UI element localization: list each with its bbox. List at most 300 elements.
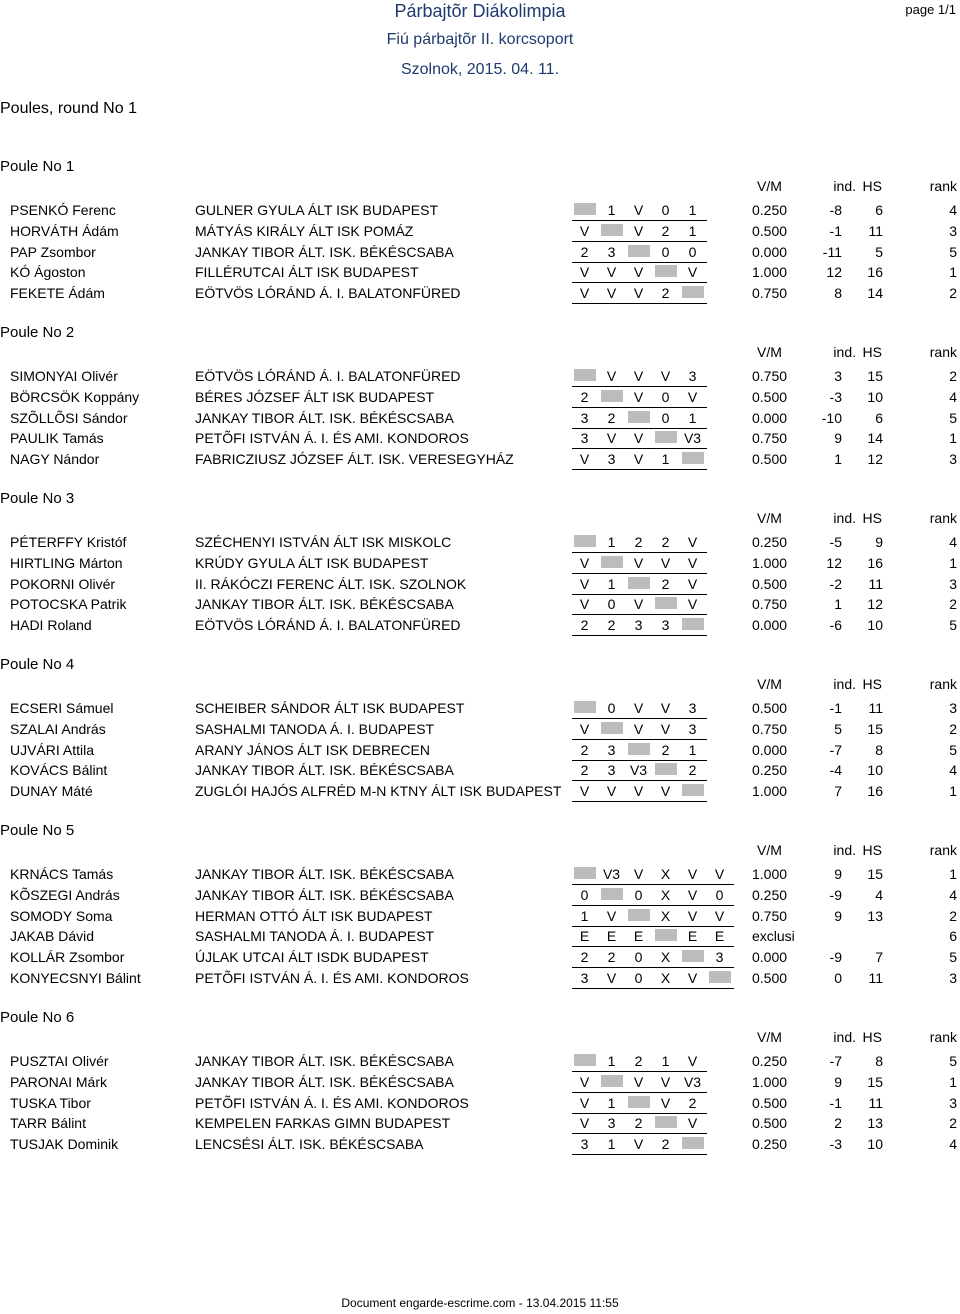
score-cell: 0 bbox=[607, 700, 616, 716]
rank: 2 bbox=[949, 1115, 957, 1132]
score-cell: V bbox=[633, 222, 644, 239]
competition-title: Párbajtõr Diákolimpia bbox=[394, 1, 566, 21]
score-cell: V bbox=[687, 866, 698, 882]
rank: 5 bbox=[949, 617, 957, 634]
self-bout-cell bbox=[572, 200, 597, 221]
hits-scored: 15 bbox=[867, 368, 883, 384]
score-cell: 2 bbox=[688, 762, 697, 779]
header-ind: ind. bbox=[833, 1029, 856, 1045]
indicator: -7 bbox=[829, 1053, 842, 1069]
indicator: -5 bbox=[829, 534, 842, 550]
hits-scored: 10 bbox=[867, 1136, 883, 1153]
table-row bbox=[0, 1072, 960, 1093]
score-cell: V bbox=[579, 720, 590, 737]
rank: 6 bbox=[949, 928, 957, 945]
header-rank: rank bbox=[929, 510, 957, 526]
fencer-club: ARANY JÁNOS ÁLT ISK DEBRECEN bbox=[195, 741, 430, 758]
score-cell: V bbox=[579, 783, 590, 800]
self-bout-cell bbox=[626, 906, 651, 927]
fencer-club: JANKAY TIBOR ÁLT. ISK. BÉKÉSCSABA bbox=[195, 866, 454, 882]
score-cell: 0 bbox=[688, 243, 697, 260]
score-cell: V bbox=[660, 783, 671, 800]
score-cell: V bbox=[633, 368, 644, 384]
rank: 1 bbox=[949, 783, 957, 800]
fencer-club: BÉRES JÓZSEF ÁLT ISK BUDAPEST bbox=[195, 388, 435, 405]
rank: 2 bbox=[949, 720, 957, 737]
score-cell: 0 bbox=[661, 388, 670, 405]
poule-2 bbox=[0, 324, 960, 470]
hits-scored: 11 bbox=[868, 575, 883, 592]
fencer-name: PAP Zsombor bbox=[10, 243, 96, 260]
score-grid bbox=[572, 1072, 707, 1093]
rank: 3 bbox=[949, 451, 957, 468]
poule-title: Poule No 3 bbox=[0, 490, 75, 507]
score-cell: 1 bbox=[607, 1094, 616, 1111]
score-grid bbox=[572, 574, 707, 595]
hits-scored: 14 bbox=[867, 430, 883, 447]
score-cell: 0 bbox=[661, 202, 670, 218]
fencer-name: HADI Roland bbox=[10, 617, 92, 634]
indicator: -2 bbox=[829, 575, 842, 592]
indicator: 9 bbox=[834, 430, 842, 447]
poule-column-header bbox=[0, 676, 960, 696]
indicator: -1 bbox=[829, 700, 842, 716]
score-cell: V bbox=[579, 575, 590, 592]
table-row bbox=[0, 428, 960, 449]
table-row bbox=[0, 553, 960, 574]
score-grid bbox=[572, 449, 707, 470]
header-rank: rank bbox=[929, 178, 957, 194]
header-ind: ind. bbox=[833, 178, 856, 194]
self-bout-cell bbox=[626, 1093, 651, 1114]
hits-scored: 11 bbox=[868, 1094, 883, 1111]
score-cell: X bbox=[660, 866, 671, 882]
score-cell: 2 bbox=[634, 1115, 643, 1132]
victory-ratio: 0.000 bbox=[752, 409, 788, 426]
victory-ratio: 0.750 bbox=[752, 907, 788, 924]
rank: 4 bbox=[949, 388, 957, 405]
self-bout-cell bbox=[680, 615, 705, 636]
score-grid bbox=[572, 926, 734, 947]
rank: 5 bbox=[949, 741, 957, 758]
score-cell: V bbox=[606, 783, 617, 800]
score-cell: V bbox=[660, 720, 671, 737]
indicator: 1 bbox=[834, 596, 842, 613]
hits-scored: 15 bbox=[867, 720, 883, 737]
rank: 1 bbox=[949, 554, 957, 571]
self-bout-cell bbox=[599, 387, 624, 408]
self-bout-cell bbox=[572, 698, 597, 719]
header-ind: ind. bbox=[833, 510, 856, 526]
rank: 1 bbox=[949, 264, 957, 281]
hits-scored: 6 bbox=[875, 409, 883, 426]
score-cell: 1 bbox=[688, 741, 697, 758]
round-title: Poules, round No 1 bbox=[0, 100, 137, 117]
score-cell: V bbox=[687, 575, 698, 592]
table-row bbox=[0, 408, 960, 429]
score-cell: V3 bbox=[683, 430, 702, 447]
indicator: 12 bbox=[826, 264, 842, 281]
rank: 1 bbox=[949, 430, 957, 447]
rank: 4 bbox=[949, 202, 957, 218]
hits-scored: 11 bbox=[868, 222, 883, 239]
fencer-club: JANKAY TIBOR ÁLT. ISK. BÉKÉSCSABA bbox=[195, 243, 454, 260]
self-bout-cell bbox=[680, 1134, 705, 1155]
table-row bbox=[0, 200, 960, 221]
fencer-name: ECSERI Sámuel bbox=[10, 700, 114, 716]
header-hs: HS bbox=[862, 842, 882, 858]
victory-ratio: 0.250 bbox=[752, 534, 788, 550]
score-cell: V bbox=[579, 1073, 590, 1090]
hits-scored: 8 bbox=[875, 1053, 883, 1069]
self-bout-cell bbox=[572, 532, 597, 553]
victory-ratio: 0.500 bbox=[752, 700, 788, 716]
rank: 5 bbox=[949, 243, 957, 260]
rank: 2 bbox=[949, 285, 957, 302]
score-cell: V bbox=[579, 596, 590, 613]
indicator: -11 bbox=[822, 243, 842, 260]
score-cell: 2 bbox=[607, 409, 616, 426]
fencer-club: JANKAY TIBOR ÁLT. ISK. BÉKÉSCSABA bbox=[195, 762, 454, 779]
score-cell: V bbox=[660, 700, 671, 716]
score-cell: V bbox=[579, 1094, 590, 1111]
header-hs: HS bbox=[862, 676, 882, 692]
table-row bbox=[0, 781, 960, 802]
indicator: 8 bbox=[834, 285, 842, 302]
page-number: page 1/1 bbox=[905, 2, 956, 17]
self-bout-cell bbox=[653, 594, 678, 615]
score-cell: V3 bbox=[602, 866, 621, 882]
score-grid bbox=[572, 594, 707, 615]
score-grid bbox=[572, 885, 734, 906]
poule-column-header bbox=[0, 510, 960, 530]
fencer-name: SIMONYAI Olivér bbox=[10, 368, 118, 384]
table-row bbox=[0, 1134, 960, 1155]
victory-ratio: 0.500 bbox=[752, 222, 788, 239]
table-row bbox=[0, 926, 960, 947]
score-cell: 0 bbox=[715, 886, 724, 903]
score-cell: 2 bbox=[580, 243, 589, 260]
hits-scored: 10 bbox=[867, 762, 883, 779]
victory-ratio: 0.250 bbox=[752, 1136, 788, 1153]
score-cell: 3 bbox=[580, 1136, 589, 1153]
fencer-name: KÕSZEGI András bbox=[10, 886, 120, 903]
hits-scored: 12 bbox=[867, 451, 883, 468]
table-row bbox=[0, 283, 960, 304]
indicator: -1 bbox=[829, 1094, 842, 1111]
indicator: 5 bbox=[834, 720, 842, 737]
indicator: 7 bbox=[834, 783, 842, 800]
score-cell: V bbox=[579, 554, 590, 571]
fencer-name: BÖRCSÖK Koppány bbox=[10, 388, 140, 405]
score-cell: V bbox=[606, 368, 617, 384]
score-cell: V bbox=[687, 970, 698, 986]
fencer-name: PARONAI Márk bbox=[10, 1073, 107, 1090]
fencer-name: SOMODY Soma bbox=[10, 907, 113, 924]
score-cell: 2 bbox=[661, 575, 670, 592]
score-cell: V3 bbox=[683, 1073, 702, 1090]
score-grid bbox=[572, 408, 707, 429]
hits-scored: 4 bbox=[875, 886, 883, 903]
score-cell: V bbox=[633, 596, 644, 613]
victory-ratio: 1.000 bbox=[752, 866, 788, 882]
score-cell: 3 bbox=[607, 1115, 616, 1132]
hits-scored: 16 bbox=[867, 264, 883, 281]
poule-column-header bbox=[0, 842, 960, 862]
fencer-club: FABRICZIUSZ JÓZSEF ÁLT. ISK. VERESEGYHÁZ bbox=[195, 451, 514, 468]
score-cell: 0 bbox=[607, 596, 616, 613]
table-row bbox=[0, 594, 960, 615]
score-cell: 3 bbox=[607, 741, 616, 758]
score-grid bbox=[572, 864, 734, 885]
fencer-club: LENCSÉSI ÁLT. ISK. BÉKÉSCSABA bbox=[195, 1136, 424, 1153]
score-grid bbox=[572, 262, 707, 283]
self-bout-cell bbox=[680, 781, 705, 802]
table-row bbox=[0, 532, 960, 553]
score-cell: V bbox=[687, 1053, 698, 1069]
fencer-club: SASHALMI TANODA Á. I. BUDAPEST bbox=[195, 720, 435, 737]
hits-scored: 6 bbox=[875, 202, 883, 218]
hits-scored: 13 bbox=[867, 907, 883, 924]
score-cell: V bbox=[687, 596, 698, 613]
table-row bbox=[0, 387, 960, 408]
indicator: 12 bbox=[826, 554, 842, 571]
fencer-name: KONYECSNYI Bálint bbox=[10, 970, 141, 986]
hits-scored: 14 bbox=[867, 285, 883, 302]
table-row bbox=[0, 449, 960, 470]
self-bout-cell bbox=[653, 428, 678, 449]
self-bout-cell bbox=[680, 947, 705, 968]
indicator: 9 bbox=[834, 866, 842, 882]
victory-ratio: 0.500 bbox=[752, 575, 788, 592]
score-cell: V bbox=[687, 554, 698, 571]
score-cell: 1 bbox=[688, 409, 697, 426]
score-cell: 3 bbox=[688, 368, 697, 384]
fencer-name: HORVÁTH Ádám bbox=[10, 222, 119, 239]
table-row bbox=[0, 760, 960, 781]
self-bout-cell bbox=[626, 408, 651, 429]
fencer-name: PSENKÓ Ferenc bbox=[10, 202, 116, 218]
score-grid bbox=[572, 947, 734, 968]
score-cell: V bbox=[660, 1094, 671, 1111]
fencer-club: EÖTVÖS LÓRÁND Á. I. BALATONFÜRED bbox=[195, 617, 461, 634]
score-cell: 2 bbox=[634, 1053, 643, 1069]
header-ind: ind. bbox=[833, 842, 856, 858]
score-cell: 1 bbox=[607, 202, 616, 218]
category-title: Fiú párbajtõr II. korcsoport bbox=[386, 31, 574, 48]
grid-underline bbox=[572, 635, 707, 636]
rank: 2 bbox=[949, 368, 957, 384]
poule-1 bbox=[0, 158, 960, 304]
fencer-name: SZALAI András bbox=[10, 720, 106, 737]
score-cell: X bbox=[660, 949, 671, 966]
score-cell: V bbox=[633, 720, 644, 737]
fencer-club: SZÉCHENYI ISTVÁN ÁLT ISK MISKOLC bbox=[195, 534, 452, 550]
score-cell: E bbox=[579, 928, 590, 945]
fencer-name: POTOCSKA Patrik bbox=[10, 596, 127, 613]
fencer-name: FEKETE Ádám bbox=[10, 285, 105, 302]
table-row bbox=[0, 262, 960, 283]
victory-ratio: 0.000 bbox=[752, 949, 788, 966]
victory-ratio: 0.500 bbox=[752, 1115, 788, 1132]
fencer-name: KOLLÁR Zsombor bbox=[10, 949, 125, 966]
hits-scored: 16 bbox=[867, 554, 883, 571]
indicator: -1 bbox=[829, 222, 842, 239]
score-cell: V bbox=[633, 202, 644, 218]
header-vm: V/M bbox=[757, 676, 782, 692]
score-cell: 3 bbox=[634, 617, 643, 634]
indicator: 9 bbox=[834, 1073, 842, 1090]
header-hs: HS bbox=[862, 344, 882, 360]
fencer-club: KEMPELEN FARKAS GIMN BUDAPEST bbox=[195, 1115, 451, 1132]
table-row bbox=[0, 968, 960, 989]
indicator: -9 bbox=[829, 949, 842, 966]
score-grid bbox=[572, 1134, 707, 1155]
table-row bbox=[0, 740, 960, 761]
score-grid bbox=[572, 719, 707, 740]
score-cell: 1 bbox=[661, 1053, 670, 1069]
score-cell: 0 bbox=[580, 886, 589, 903]
score-cell: V bbox=[579, 264, 590, 281]
indicator: 2 bbox=[834, 1115, 842, 1132]
self-bout-cell bbox=[653, 926, 678, 947]
score-cell: V bbox=[633, 1073, 644, 1090]
score-grid bbox=[572, 906, 734, 927]
fencer-name: PAULIK Tamás bbox=[10, 430, 104, 447]
fencer-club: JANKAY TIBOR ÁLT. ISK. BÉKÉSCSABA bbox=[195, 1073, 454, 1090]
self-bout-cell bbox=[599, 885, 624, 906]
table-row bbox=[0, 221, 960, 242]
victory-ratio: 1.000 bbox=[752, 1073, 788, 1090]
score-cell: 3 bbox=[607, 243, 616, 260]
score-cell: 2 bbox=[580, 388, 589, 405]
score-cell: 3 bbox=[607, 451, 616, 468]
victory-ratio: 0.750 bbox=[752, 285, 788, 302]
self-bout-cell bbox=[653, 262, 678, 283]
score-cell: 0 bbox=[634, 970, 643, 986]
score-cell: E bbox=[687, 928, 698, 945]
score-cell: 1 bbox=[688, 222, 697, 239]
fencer-name: UJVÁRI Attila bbox=[10, 741, 95, 758]
victory-ratio: 0.500 bbox=[752, 1094, 788, 1111]
score-cell: 1 bbox=[607, 534, 616, 550]
indicator: -3 bbox=[829, 1136, 842, 1153]
victory-ratio: 0.750 bbox=[752, 720, 788, 737]
score-cell: V bbox=[714, 866, 725, 882]
score-cell: 3 bbox=[580, 409, 589, 426]
rank: 5 bbox=[949, 409, 957, 426]
indicator: -3 bbox=[829, 388, 842, 405]
indicator: -7 bbox=[829, 741, 842, 758]
score-cell: V3 bbox=[629, 762, 648, 779]
score-cell: 1 bbox=[607, 1053, 616, 1069]
fencer-name: DUNAY Máté bbox=[10, 783, 93, 800]
fencer-name: TUSJAK Dominik bbox=[10, 1136, 119, 1153]
table-row bbox=[0, 864, 960, 885]
score-cell: V bbox=[633, 866, 644, 882]
self-bout-cell bbox=[653, 1113, 678, 1134]
hits-scored: 7 bbox=[875, 949, 883, 966]
score-cell: 3 bbox=[688, 720, 697, 737]
grid-underline bbox=[572, 801, 707, 802]
score-grid bbox=[572, 242, 707, 263]
fencer-name: TUSKA Tibor bbox=[10, 1094, 91, 1111]
victory-ratio: 1.000 bbox=[752, 264, 788, 281]
poule-4 bbox=[0, 656, 960, 802]
score-cell: V bbox=[606, 907, 617, 924]
grid-underline bbox=[572, 1154, 707, 1155]
fencer-name: KRNÁCS Tamás bbox=[10, 866, 114, 882]
score-cell: V bbox=[633, 700, 644, 716]
fencer-club: II. RÁKÓCZI FERENC ÁLT. ISK. SZOLNOK bbox=[195, 575, 467, 592]
header-hs: HS bbox=[862, 1029, 882, 1045]
self-bout-cell bbox=[626, 574, 651, 595]
score-cell: V bbox=[687, 907, 698, 924]
table-row bbox=[0, 698, 960, 719]
victory-ratio: 1.000 bbox=[752, 783, 788, 800]
score-cell: V bbox=[687, 1115, 698, 1132]
score-cell: 2 bbox=[607, 949, 616, 966]
rank: 4 bbox=[949, 1136, 957, 1153]
score-grid bbox=[572, 968, 734, 989]
score-cell: 3 bbox=[661, 617, 670, 634]
header-rank: rank bbox=[929, 676, 957, 692]
score-cell: V bbox=[606, 285, 617, 302]
score-cell: V bbox=[633, 285, 644, 302]
victory-ratio: exclusi bbox=[752, 928, 795, 945]
table-row bbox=[0, 366, 960, 387]
fencer-club: JANKAY TIBOR ÁLT. ISK. BÉKÉSCSABA bbox=[195, 596, 454, 613]
score-grid bbox=[572, 698, 707, 719]
score-cell: V bbox=[660, 368, 671, 384]
indicator: -8 bbox=[829, 202, 842, 218]
self-bout-cell bbox=[680, 283, 705, 304]
rank: 3 bbox=[949, 970, 957, 986]
poule-title: Poule No 6 bbox=[0, 1009, 75, 1026]
victory-ratio: 0.250 bbox=[752, 762, 788, 779]
victory-ratio: 0.750 bbox=[752, 368, 788, 384]
poule-title: Poule No 1 bbox=[0, 158, 75, 175]
poule-title: Poule No 5 bbox=[0, 822, 75, 839]
fencer-club: SCHEIBER SÁNDOR ÁLT ISK BUDAPEST bbox=[195, 700, 465, 716]
score-cell: V bbox=[633, 1136, 644, 1153]
fencer-club: PETÕFI ISTVÁN Á. I. ÉS AMI. KONDOROS bbox=[195, 430, 469, 447]
score-cell: V bbox=[606, 264, 617, 281]
score-grid bbox=[572, 760, 707, 781]
hits-scored: 15 bbox=[867, 866, 883, 882]
self-bout-cell bbox=[599, 1072, 624, 1093]
fencer-club: ZUGLÓI HAJÓS ALFRÉD M-N KTNY ÁLT ISK BUDAPEST bbox=[195, 783, 562, 800]
victory-ratio: 1.000 bbox=[752, 554, 788, 571]
table-row bbox=[0, 1051, 960, 1072]
victory-ratio: 0.000 bbox=[752, 741, 788, 758]
score-cell: X bbox=[660, 970, 671, 986]
score-cell: E bbox=[606, 928, 617, 945]
score-grid bbox=[572, 428, 707, 449]
rank: 4 bbox=[949, 534, 957, 550]
hits-scored: 9 bbox=[875, 534, 883, 550]
header-vm: V/M bbox=[757, 344, 782, 360]
header-vm: V/M bbox=[757, 1029, 782, 1045]
score-cell: V bbox=[633, 430, 644, 447]
score-cell: 3 bbox=[688, 700, 697, 716]
indicator: 3 bbox=[834, 368, 842, 384]
victory-ratio: 0.500 bbox=[752, 451, 788, 468]
rank: 4 bbox=[949, 762, 957, 779]
victory-ratio: 0.500 bbox=[752, 970, 788, 986]
score-cell: 3 bbox=[607, 762, 616, 779]
header-rank: rank bbox=[929, 842, 957, 858]
